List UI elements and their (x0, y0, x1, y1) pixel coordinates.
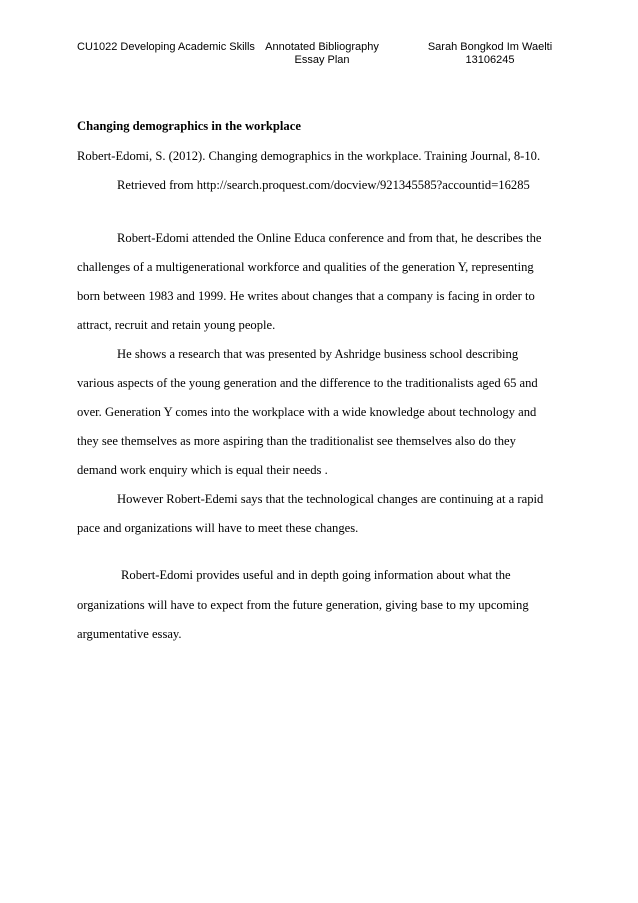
citation-line-2: Retrieved from http://search.proquest.com/docview/921345585?accountid=16285 (117, 178, 530, 192)
citation-line-1: Robert-Edomi, S. (2012). Changing demographics in the workplace. Training Journal, 8-10. (77, 149, 541, 163)
paragraph-2-line-3: over. Generation Y comes into the workplace with a wide knowledge about technology and (77, 405, 537, 419)
paragraph-1-line-3: born between 1983 and 1999. He writes about changes that a company is facing in order to (77, 289, 535, 303)
paragraph-4-line-3: argumentative essay. (77, 627, 182, 641)
header-doc-type-line1: Annotated Bibliography (265, 41, 379, 53)
paragraph-2-line-2: various aspects of the young generation and the difference to the traditionalists aged 65 and (77, 376, 538, 390)
paragraph-2-line-1: He shows a research that was presented by Ashridge business school describing (117, 347, 519, 361)
header-student-id: 13106245 (465, 54, 515, 66)
header-doc-type-line2: Essay Plan (294, 54, 350, 66)
paragraph-1-line-1: Robert-Edomi attended the Online Educa conference and from that, he describes the (117, 231, 542, 245)
paragraph-2-line-5: demand work enquiry which is equal their needs . (77, 463, 328, 477)
paragraph-2-line-4: they see themselves as more aspiring than the traditionalist see themselves also do they (77, 434, 516, 448)
header-author (420, 41, 560, 67)
paragraph-3-line-2: pace and organizations will have to meet these changes. (77, 521, 359, 535)
paragraph-4-line-2: organizations will have to expect from the future generation, giving base to my upcoming (77, 598, 529, 612)
paragraph-3-line-1: However Robert-Edemi says that the technological changes are continuing at a rapid (117, 492, 544, 506)
paragraph-1-line-2: challenges of a multigenerational workforce and qualities of the generation Y, representing (77, 260, 534, 274)
paragraph-4-line-1: Robert-Edomi provides useful and in depth going information about what the (121, 568, 511, 582)
header-course: CU1022 Developing Academic Skills (77, 41, 255, 53)
section-title: Changing demographics in the workplace (77, 119, 301, 133)
paragraph-1-line-4: attract, recruit and retain young people. (77, 318, 276, 332)
header-doc-type (262, 41, 382, 67)
header-author-name: Sarah Bongkod Im Waelti (427, 41, 553, 53)
